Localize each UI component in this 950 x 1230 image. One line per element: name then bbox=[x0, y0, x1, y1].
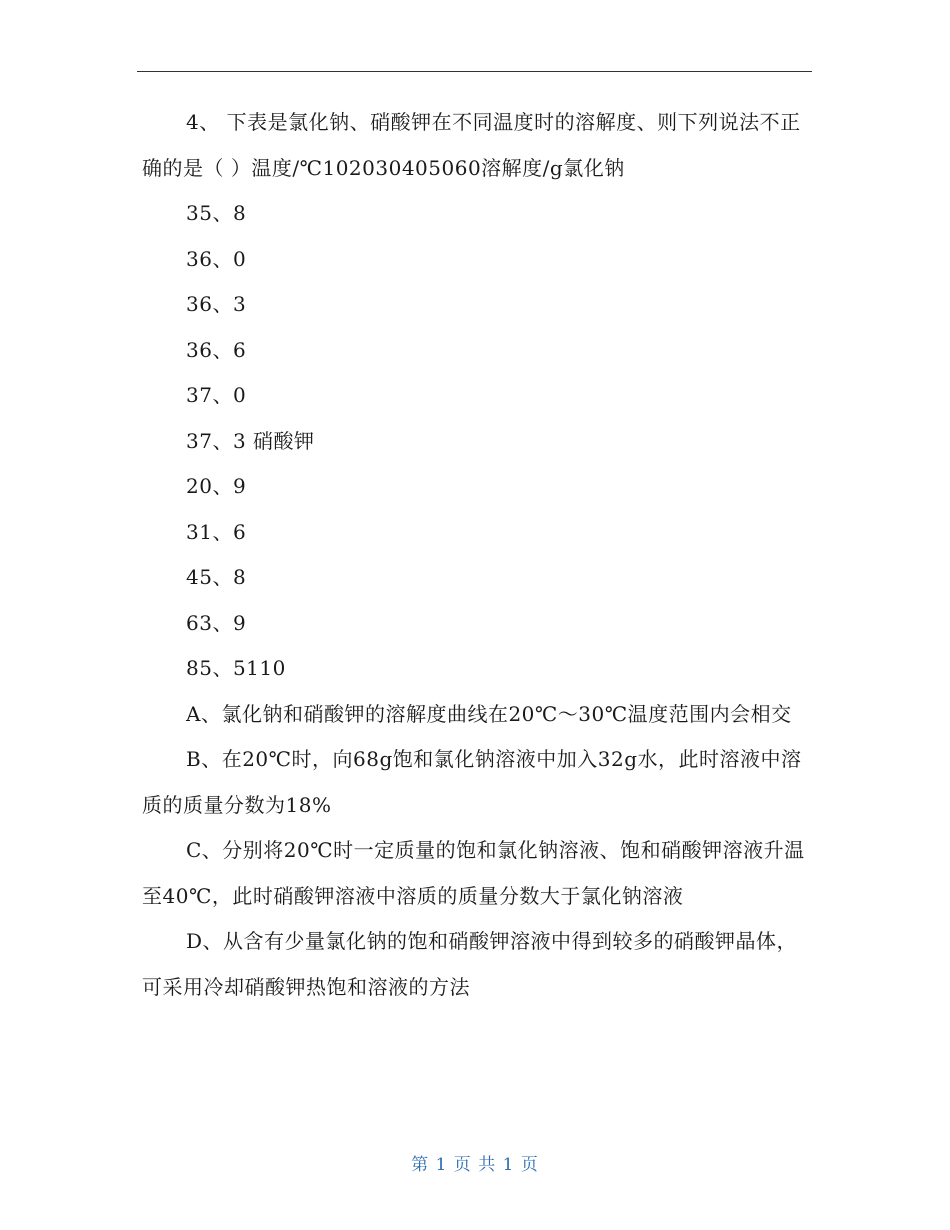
header-rule bbox=[137, 71, 812, 72]
page-footer: 第 1 页 共 1 页 bbox=[411, 1155, 539, 1175]
value-line: 31、6 bbox=[186, 519, 247, 544]
option-a: A、氯化钠和硝酸钾的溶解度曲线在20℃～30℃温度范围内会相交 bbox=[186, 701, 792, 726]
value-line: 36、3 bbox=[186, 292, 247, 316]
option-c: C、分别将20℃时一定质量的饱和氯化钠溶液、饱和硝酸钾溶液升温至40℃，此时硝酸钾溶液中溶质的质量分数大于氯化钠溶液 bbox=[142, 838, 805, 908]
value-line: 45、8 bbox=[186, 565, 247, 589]
value-line: 85、5110 bbox=[186, 656, 286, 680]
value-line: 63、9 bbox=[186, 610, 247, 635]
value-line: 36、0 bbox=[186, 246, 247, 271]
question-intro: 4、 下表是氯化钠、硝酸钾在不同温度时的溶解度、则下列说法不正确的是（ ）温度/℃102030405060溶解度/g氯化钠 bbox=[142, 110, 801, 180]
option-d: D、从含有少量氯化钠的饱和硝酸钾溶液中得到较多的硝酸钾晶体，可采用冷却硝酸钾热饱和溶液的方法 bbox=[142, 929, 798, 999]
option-b: B、在20℃时，向68g饱和氯化钠溶液中加入32g水，此时溶液中溶质的质量分数为18% bbox=[142, 747, 802, 817]
document-body bbox=[142, 100, 814, 1010]
value-line: 35、8 bbox=[186, 201, 247, 225]
value-line: 20、9 bbox=[186, 474, 247, 498]
value-line: 36、6 bbox=[186, 337, 247, 362]
value-line: 37、3 硝酸钾 bbox=[186, 428, 315, 453]
value-line: 37、0 bbox=[186, 383, 247, 407]
